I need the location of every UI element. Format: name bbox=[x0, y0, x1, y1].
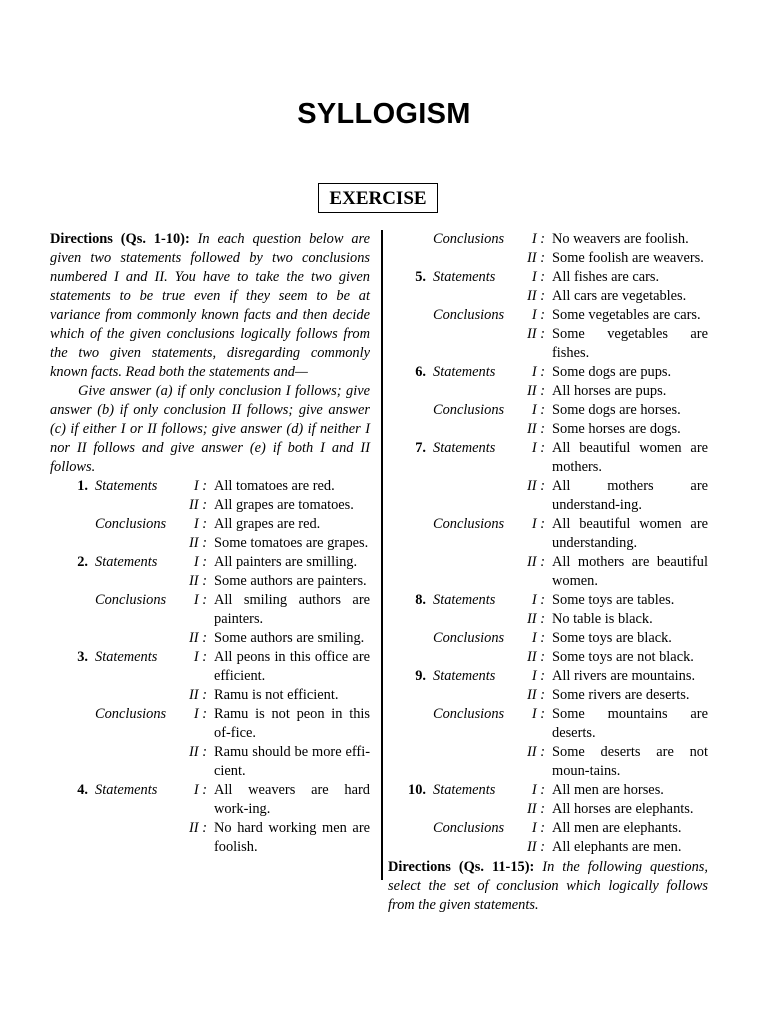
q9-statement-2: II : Some rivers are deserts. bbox=[388, 686, 708, 705]
answer-instructions bbox=[50, 382, 370, 477]
q7-conclusion-1: Conclusions I : All beautiful women are understanding. bbox=[433, 516, 708, 551]
q8-statement-1: 8. Statements I : Some toys are tables. bbox=[388, 591, 708, 610]
conclusion-text: All smiling authors are painters. bbox=[214, 592, 370, 627]
statement-text: All painters are smilling. bbox=[214, 554, 358, 570]
directions-1 bbox=[50, 230, 370, 382]
statement-text: All weavers are hard work-ing. bbox=[214, 782, 370, 817]
q7-conclusion-2: II : All mothers are beautiful women. bbox=[527, 554, 708, 589]
q6-conclusion-2: II : Some horses are dogs. bbox=[388, 420, 708, 439]
q6-statement-1: 6. Statements I : Some dogs are pups. bbox=[388, 363, 708, 382]
statement-text: All grapes are tomatoes. bbox=[214, 497, 354, 513]
statement-text: Some dogs are pups. bbox=[552, 364, 672, 380]
conclusion-text: Some deserts are not moun-tains. bbox=[552, 744, 708, 779]
q7-statement-1: 7. Statements I : All beautiful women are mothers. bbox=[388, 439, 708, 477]
conclusion-text: Ramu should be more effi-cient. bbox=[214, 744, 370, 779]
statement-text: No hard working men are foolish. bbox=[214, 820, 370, 855]
directions-2-text: In the following questions, select the set of conclusion which logically follows from the given statements. bbox=[388, 859, 709, 913]
q2-conclusion-2: II : Some authors are smiling. bbox=[50, 629, 370, 648]
conclusion-text: No weavers are foolish. bbox=[552, 231, 689, 247]
conclusion-text: All mothers are beautiful women. bbox=[552, 554, 708, 589]
question-number: 8. bbox=[415, 592, 426, 608]
q10-statement-2: II : All horses are elephants. bbox=[388, 800, 708, 819]
statement-text: All horses are elephants. bbox=[552, 801, 694, 817]
q1-statement-2: II : All grapes are tomatoes. bbox=[50, 496, 370, 515]
q1-conclusion-1: Conclusions I : All grapes are red. bbox=[50, 515, 370, 534]
q10-conclusion-2: II : All elephants are men. bbox=[388, 838, 708, 857]
conclusion-text: Some vegetables are fishes. bbox=[552, 326, 708, 361]
conclusion-text: Some tomatoes are grapes. bbox=[214, 535, 369, 551]
q5-statement-1: 5. Statements I : All fishes are cars. bbox=[388, 268, 708, 287]
q3-conclusion-1: Conclusions I : Ramu is not peon in this of-fice. bbox=[95, 706, 370, 741]
statement-text: No table is black. bbox=[552, 611, 653, 627]
q10-conclusion-1: Conclusions I : All men are elephants. bbox=[388, 819, 708, 838]
conclusion-text: All grapes are red. bbox=[214, 516, 321, 532]
q7-statement-2: II : All mothers are understand-ing. bbox=[527, 478, 708, 513]
conclusion-text: Some vegetables are cars. bbox=[552, 307, 701, 323]
q3-statement-1: 3. Statements I : All peons in this office are efficient. bbox=[50, 648, 370, 686]
directions-1-text: In each question below are given two statements followed by two conclusions numbered I and II. You have to take the two given statements to be true even if they seem to be at variance from commonly known facts and then decide which of the given conclusions logically follows from the two given statements, disregarding commonly known facts. Read both the statements and— bbox=[50, 231, 370, 380]
directions-1-heading: Directions (Qs. 1-10): bbox=[50, 231, 190, 247]
right-column bbox=[388, 230, 708, 915]
statement-text: All rivers are mountains. bbox=[552, 668, 696, 684]
q9-statement-1: 9. Statements I : All rivers are mountains. bbox=[388, 667, 708, 686]
q4-statement-2: II : No hard working men are foolish. bbox=[189, 820, 370, 855]
question-number: 6. bbox=[415, 364, 426, 380]
q5-conclusion-2: II : Some vegetables are fishes. bbox=[527, 326, 708, 361]
question-number: 2. bbox=[77, 554, 88, 570]
q2-statement-1: 2. Statements I : All painters are smilling. bbox=[50, 553, 370, 572]
conclusion-text: All beautiful women are understanding. bbox=[552, 516, 708, 551]
q6-conclusion-1: Conclusions I : Some dogs are horses. bbox=[388, 401, 708, 420]
left-column bbox=[50, 230, 370, 857]
directions-2 bbox=[388, 858, 708, 915]
q1-statement-1: 1. Statements I : All tomatoes are red. bbox=[50, 477, 370, 496]
question-number: 5. bbox=[415, 269, 426, 285]
q9-conclusion-1: Conclusions I : Some mountains are deserts. bbox=[433, 706, 708, 741]
q6-statement-2: II : All horses are pups. bbox=[388, 382, 708, 401]
q5-conclusion-1: Conclusions I : Some vegetables are cars. bbox=[388, 306, 708, 325]
page-title: SYLLOGISM bbox=[297, 98, 471, 130]
conclusion-text: Some foolish are weavers. bbox=[552, 250, 704, 266]
question-number: 10. bbox=[408, 782, 426, 798]
conclusion-text: Some toys are black. bbox=[552, 630, 672, 646]
question-number: 7. bbox=[415, 440, 426, 456]
conclusion-text: Some authors are smiling. bbox=[214, 630, 365, 646]
statement-text: All beautiful women are mothers. bbox=[552, 440, 708, 475]
question-number: 4. bbox=[77, 782, 88, 798]
statement-text: Some rivers are deserts. bbox=[552, 687, 690, 703]
q8-statement-2: II : No table is black. bbox=[388, 610, 708, 629]
q9-conclusion-2: II : Some deserts are not moun-tains. bbox=[527, 744, 708, 779]
statement-text: All peons in this office are efficient. bbox=[214, 649, 370, 684]
directions-2-heading: Directions (Qs. 11-15): bbox=[388, 859, 535, 875]
conclusion-text: All elephants are men. bbox=[552, 839, 682, 855]
q4-conclusion-2: II : Some foolish are weavers. bbox=[388, 249, 708, 268]
conclusion-text: Some toys are not black. bbox=[552, 649, 694, 665]
conclusion-text: Some horses are dogs. bbox=[552, 421, 681, 437]
statement-text: Some toys are tables. bbox=[552, 592, 675, 608]
conclusion-text: Some mountains are deserts. bbox=[552, 706, 708, 741]
question-number: 1. bbox=[77, 478, 88, 494]
q5-statement-2: II : All cars are vegetables. bbox=[388, 287, 708, 306]
conclusion-text: All men are elephants. bbox=[552, 820, 682, 836]
question-number: 3. bbox=[77, 649, 88, 665]
statement-text: All men are horses. bbox=[552, 782, 664, 798]
q4-conclusion-1: Conclusions I : No weavers are foolish. bbox=[388, 230, 708, 249]
statement-text: All mothers are understand-ing. bbox=[552, 478, 708, 513]
conclusion-text: Ramu is not peon in this of-fice. bbox=[214, 706, 370, 741]
answer-instructions-text: Give answer (a) if only conclusion I follows; give answer (b) if only conclusion II follows; give answer (c) if either I or II follows; give answer (d) if neither I nor II follows and give answer (e) if both I and II follows. bbox=[50, 383, 370, 475]
q10-statement-1: 10. Statements I : All men are horses. bbox=[388, 781, 708, 800]
q2-conclusion-1: Conclusions I : All smiling authors are painters. bbox=[95, 592, 370, 627]
question-number: 9. bbox=[415, 668, 426, 684]
column-divider bbox=[381, 230, 383, 880]
q8-conclusion-2: II : Some toys are not black. bbox=[388, 648, 708, 667]
statement-text: All tomatoes are red. bbox=[214, 478, 335, 494]
conclusion-text: Some dogs are horses. bbox=[552, 402, 681, 418]
q1-conclusion-2: II : Some tomatoes are grapes. bbox=[189, 535, 369, 551]
q8-conclusion-1: Conclusions I : Some toys are black. bbox=[388, 629, 708, 648]
exercise-heading: EXERCISE bbox=[318, 183, 438, 213]
statement-text: All cars are vegetables. bbox=[552, 288, 687, 304]
q3-conclusion-2: II : Ramu should be more effi-cient. bbox=[189, 744, 370, 779]
q4-statement-1: 4. Statements I : All weavers are hard work-ing. bbox=[50, 781, 370, 819]
statement-text: Ramu is not efficient. bbox=[214, 687, 339, 703]
q2-statement-2: II : Some authors are painters. bbox=[50, 572, 370, 591]
q3-statement-2: II : Ramu is not efficient. bbox=[50, 686, 370, 705]
statement-text: All fishes are cars. bbox=[552, 269, 660, 285]
statement-text: Some authors are painters. bbox=[214, 573, 367, 589]
statement-text: All horses are pups. bbox=[552, 383, 667, 399]
